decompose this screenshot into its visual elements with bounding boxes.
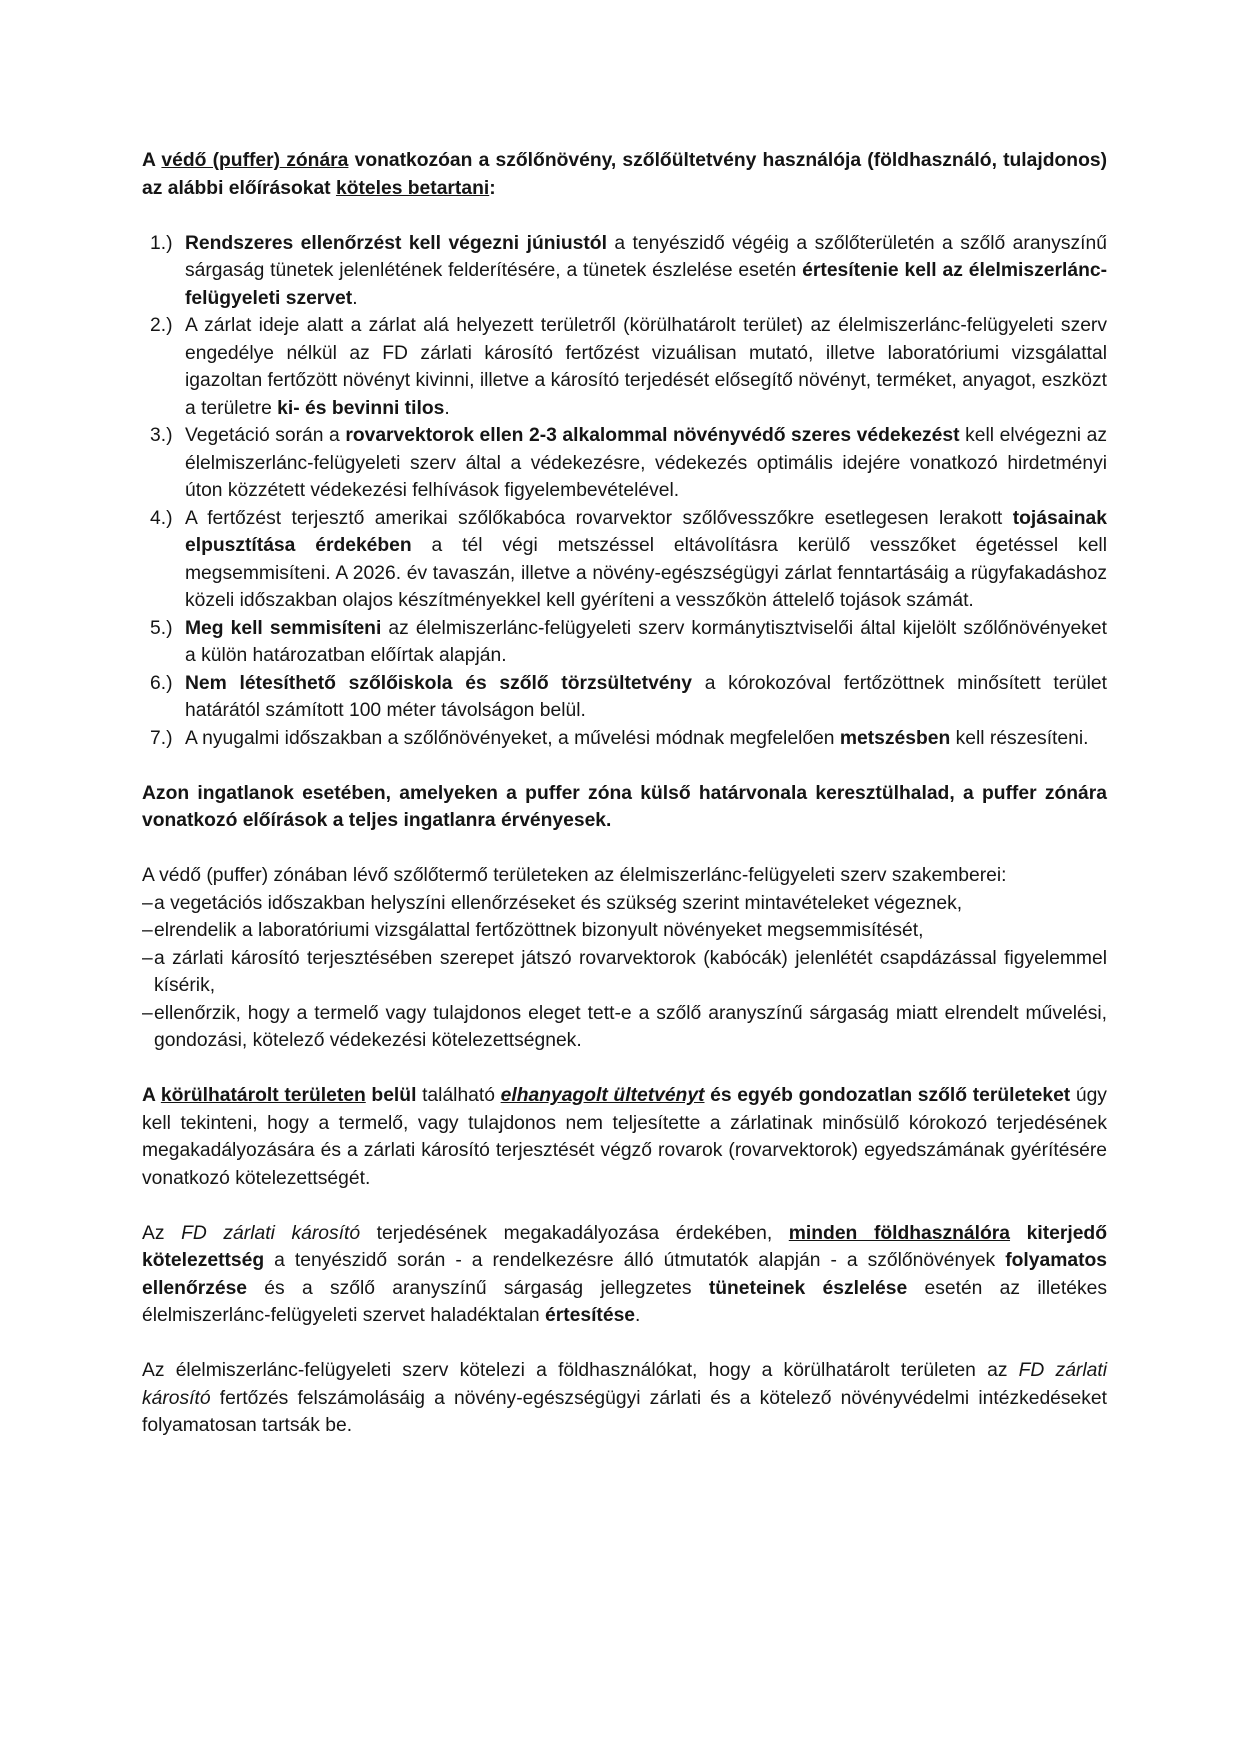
list-item-number: 2.): [150, 315, 173, 336]
list-item-number: 1.): [150, 232, 173, 254]
dash-item-text: elrendelik a laboratóriumi vizsgálattal fertőzöttnek bizonyult növényeket megsemmisítését,: [154, 920, 924, 941]
intro-paragraph: A védő (puffer) zónára vonatkozóan a szőlőnövény, szőlőültetvény használója (földhasználó, tulajdonos) az alábbi előírásokat köteles betartani:: [142, 150, 1108, 199]
dash-item-text: ellenőrzik, hogy a termelő vagy tulajdonos eleget tett-e a szőlő aranyszínű sárgaság miatt elrendelt művelési, gondozási, kötelező védekezési kötelezettségnek.: [154, 1002, 1107, 1051]
list-item-number: 3.): [150, 425, 173, 446]
obligation-paragraph: Az FD zárlati károsító terjedésének megakadályozása érdekében, minden földhasználóra kiterjedő kötelezettség a tenyészidő során - a rendelkezésre álló útmutatók alapján - a szőlőnövények folyamatos ellenőrzése és a szőlő aranyszínű sárgaság jellegzetes tüneteinek észlelése esetén az illetékes élelmiszerlánc-felügyeleti szervet haladéktalan értesítése.: [142, 1222, 1107, 1326]
dash-item: [142, 1000, 1107, 1055]
list-item-text: Rendszeres ellenőrzést kell végezni júniustól a tenyészidő végéig a szőlőterületén a szőlő aranyszínű sárgaság tünetek jelenlétének felderítésére, a tünetek észlelése esetén értesítenie kell az élelmiszerlánc-felügyeleti szervet.: [185, 232, 1107, 309]
list-item-text: A zárlat ideje alatt a zárlat alá helyezett területről (körülhatárolt terület) az élelmiszerlánc-felügyeleti szerv engedélye nélkül az FD zárlati károsító fertőzést vizuálisan mutató, illetve laboratóriumi vizsgálattal igazoltan fertőzött növényt kivinni, illetve a károsító terjedését elősegítő növényt, terméket, anyagot, eszközt a területre ki- és bevinni tilos.: [185, 315, 1107, 419]
list-item-number: 5.): [150, 617, 173, 639]
dash-item-text: a zárlati károsító terjesztésében szerepet játszó rovarvektorok (kabócák) jelenlétét csapdázással figyelemmel kísérik,: [154, 947, 1107, 996]
list-item-text: Meg kell semmisíteni az élelmiszerlánc-felügyeleti szerv kormánytisztviselői által kijelölt szőlőnövényeket a külön határozatban előírtak alapján.: [185, 617, 1107, 666]
dash-bullet: –: [142, 947, 153, 969]
list-item: [142, 725, 1107, 753]
list-item: [142, 670, 1107, 725]
dash-item-text: a vegetációs időszakban helyszíni ellenőrzéseket és szükség szerint mintavételeket végeznek,: [154, 892, 963, 914]
dash-item: [142, 917, 1107, 945]
list-item: [142, 615, 1107, 670]
list-item: [142, 505, 1107, 615]
dash-item: [142, 890, 1107, 918]
dash-item: [142, 945, 1107, 1000]
closing-paragraph: Az élelmiszerlánc-felügyeleti szerv kötelezi a földhasználókat, hogy a körülhatárolt területen az FD zárlati károsító fertőzés felszámolásáig a növény-egészségügyi zárlati és a kötelező növényvédelmi intézkedéseket folyamatosan tartsák be.: [142, 1360, 1107, 1436]
dash-bullet: –: [142, 920, 153, 941]
list-item: [142, 312, 1107, 422]
dash-bullet: –: [142, 892, 153, 914]
list-item-text: Nem létesíthető szőlőiskola és szőlő törzsültetvény a kórokozóval fertőzöttnek minősített terület határától számított 100 méter távolságon belül.: [185, 672, 1107, 721]
buffer-zone-paragraph: A védő (puffer) zónában lévő szőlőtermő területeken az élelmiszerlánc-felügyeleti szerv szakemberei:: [142, 865, 1007, 886]
properties-paragraph: Azon ingatlanok esetében, amelyeken a puffer zóna külső határvonala keresztülhalad, a puffer zónára vonatkozó előírások a teljes ingatlanra érvényesek.: [142, 782, 1107, 831]
numbered-list: [142, 230, 1107, 753]
list-item-text: Vegetáció során a rovarvektorok ellen 2-3 alkalommal növényvédő szeres védekezést kell elvégezni az élelmiszerlánc-felügyeleti szerv által a védekezésre, védekezés optimális idejére vonatkozó hirdetményi úton közzétett védekezési felhívások figyelembevételével.: [185, 425, 1107, 501]
list-item-number: 7.): [150, 727, 173, 749]
neglected-plantation-paragraph: A körülhatárolt területen belül található elhanyagolt ültetvényt és egyéb gondozatlan szőlő területeket úgy kell tekinteni, hogy a termelő, vagy tulajdonos nem teljesítette a zárlatinak minősülő kórokozó terjedésének megakadályozására és a zárlati károsító terjesztését végző rovarok (rovarvektorok) egyedszámának gyérítésére vonatkozó kötelezettségét.: [142, 1085, 1107, 1189]
list-item-number: 4.): [150, 507, 173, 529]
list-item-number: 6.): [150, 672, 173, 694]
dash-bullet: –: [142, 1002, 153, 1024]
list-item: [142, 230, 1107, 313]
list-item-text: A fertőzést terjesztő amerikai szőlőkabóca rovarvektor szőlővesszőkre esetlegesen lerakott tojásainak elpusztítása érdekében a tél végi metszéssel eltávolításra kerülő vesszőket égetéssel kell megsemmisíteni. A 2026. év tavaszán, illetve a növény-egészségügyi zárlat fenntartásáig a rügyfakadáshoz közeli időszakban olajos készítményekkel kell gyéríteni a vesszőkön áttelelő tojások számát.: [185, 507, 1107, 611]
list-item: [142, 422, 1107, 505]
list-item-text: A nyugalmi időszakban a szőlőnövényeket, a művelési módnak megfelelően metszésben kell részesíteni.: [185, 727, 1089, 749]
dash-list: [142, 890, 1107, 1055]
